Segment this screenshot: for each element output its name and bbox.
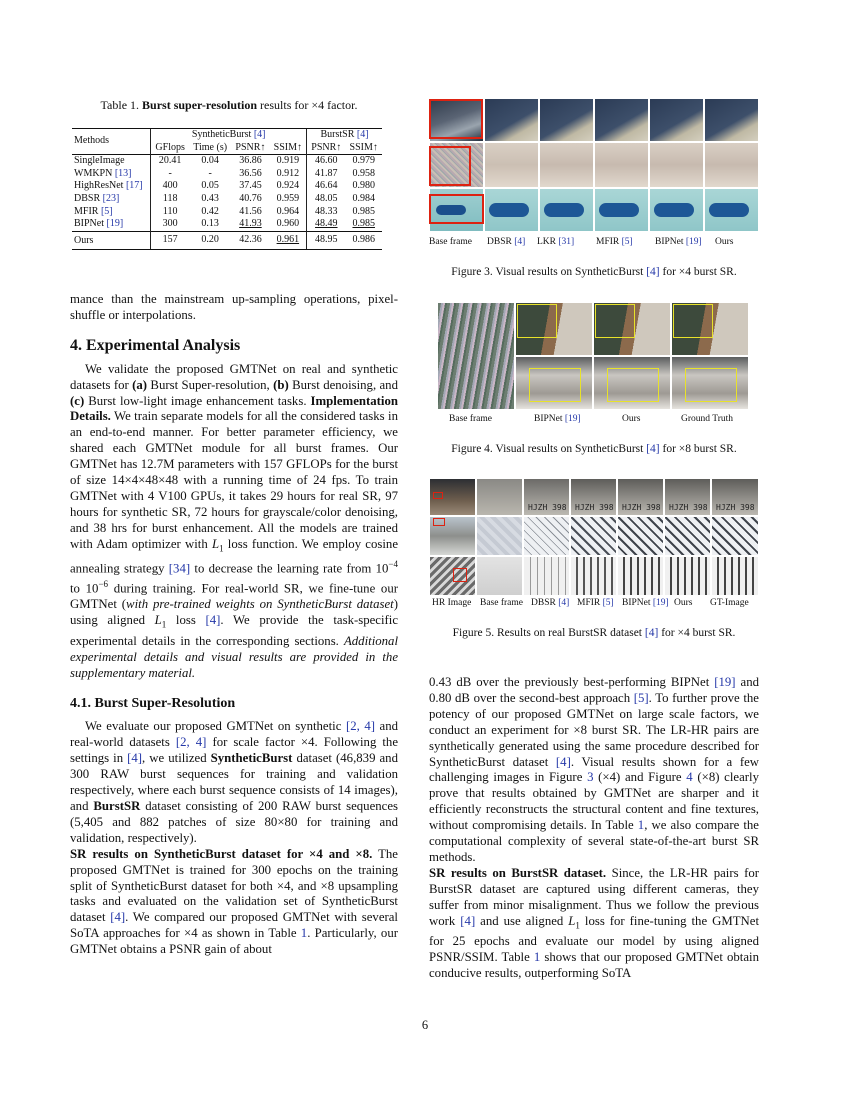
fig3-tile	[484, 188, 539, 232]
fig5-tile	[617, 556, 664, 596]
right-column	[429, 675, 759, 982]
fig3-tile	[594, 142, 649, 188]
paragraph: We evaluate our proposed GMTNet on synthetic [2, 4] and real-world datasets [2, 4] for scale factor ×4. Following the settings in [4], we utilized SyntheticBurst dataset (46,839 and 300 RAW burst sequences for training and validation respectively, where each burst sequence consists of 14 images), and BurstSR dataset consisting of 200 RAW burst sequences (5,405 and 882 patches of size 80×80 for training and validation, respectively).	[70, 719, 399, 845]
fig5-tile: HJZH 398	[523, 478, 570, 516]
methods-header: Methods	[72, 129, 151, 155]
fig4-label: BIPNet [19]	[534, 414, 581, 424]
page-number: 6	[421, 1018, 429, 1032]
fig5-tile	[570, 556, 617, 596]
figure5	[429, 478, 759, 596]
fig4-zoom-box	[529, 368, 581, 402]
fig3-tile	[484, 142, 539, 188]
subheader: SSIM↑	[349, 141, 378, 153]
fig4-zoom-box	[673, 304, 713, 338]
figure3	[429, 98, 759, 238]
fig3-tile	[594, 98, 649, 142]
fig3-tile	[704, 142, 759, 188]
fig5-tile	[711, 556, 759, 596]
fig3-label: DBSR [4]	[487, 237, 526, 247]
fig5-tile	[476, 556, 523, 596]
fig5-caption: Figure 5. Results on real BurstSR dataset [4] for ×4 burst SR.	[452, 627, 736, 639]
table-row-ours: Ours 157 0.20 42.36 0.961 48.95 0.986	[72, 231, 382, 249]
fig5-zoom-box	[433, 518, 445, 526]
fig5-tile	[664, 556, 711, 596]
fig3-tile	[594, 188, 649, 232]
fig3-tile	[704, 188, 759, 232]
paragraph: SR results on BurstSR dataset. Since, the LR-HR pairs for BurstSR dataset are captured using different cameras, they suffer from minor misalignment. Thus we follow the previous work [4] and use aligned $L_1$ loss for fine-tuning the GMTNet for 25 epochs and evaluate our model by using aligned PSNR/SSIM. Table 1 shows that our proposed GMTNet obtain conducive results, outperforming SoTA	[429, 865, 760, 980]
fig5-tile	[523, 556, 570, 596]
fig3-zoom-box	[429, 99, 483, 139]
fig5-tile	[476, 516, 523, 556]
fig5-label: HR Image	[432, 598, 472, 608]
fig3-label: Base frame	[429, 237, 472, 247]
fig4-zoom-box	[685, 368, 737, 402]
fig4-zoom-box	[595, 304, 635, 338]
fig5-label: BIPNet [19]	[622, 598, 669, 608]
fig4-zoom-box	[607, 368, 659, 402]
fig4-label: Ours	[622, 414, 641, 424]
fig3-label: MFIR [5]	[596, 237, 633, 247]
paragraph: 0.43 dB over the previously best-performing BIPNet [19] and 0.80 dB over the second-best approach [5]. To further prove the potency of our proposed GMTNet on large scale factors, we conduct an experiment for ×8 burst SR. The LR-HR pairs are synthetically generated using the same procedure described for SyntheticBurst dataset [4]. Visual results shown for a few challenging images in Figure 3 (×4) and Figure 4 (×8) clearly prove that results obtained by GMTNet are sharper and it efficiently reconstructs the structural content and fine textures, without compromising details. In Table 1, we also compare the computational complexity of several state-of-the-art burst SR methods.	[429, 675, 760, 864]
table-row: SingleImage 20.41 0.04 36.86 0.919 46.60 0.979	[72, 155, 382, 168]
fig5-label: MFIR [5]	[577, 598, 614, 608]
fig5-tile	[617, 516, 664, 556]
fig5-tile: HJZH 398	[617, 478, 664, 516]
fig3-tile	[484, 98, 539, 142]
fig4-zoom-box	[517, 304, 557, 338]
fig3-tile	[539, 142, 594, 188]
group-burstsr-header: BurstSR [4]	[307, 129, 382, 142]
fig5-label: DBSR [4]	[531, 598, 570, 608]
fig3-tile	[539, 188, 594, 232]
fig5-tile: HJZH 398	[570, 478, 617, 516]
fig5-tile	[523, 516, 570, 556]
fig4-label: Base frame	[449, 414, 492, 424]
table-row: MFIR [5] 110 0.42 41.56 0.964 48.33 0.985	[74, 205, 375, 217]
left-column	[70, 292, 398, 958]
fig5-label: Base frame	[480, 598, 523, 608]
fig5-label: Ours	[674, 598, 693, 608]
fig5-tile	[711, 516, 759, 556]
subsection-title: 4.1. Burst Super-Resolution	[70, 695, 236, 711]
subheader: PSNR↑	[307, 142, 346, 155]
fig3-caption: Figure 3. Visual results on SyntheticBurst [4] for ×4 burst SR.	[451, 266, 737, 278]
table-row: BIPNet [19] 300 0.13 41.93 0.960 48.49 0.985	[72, 218, 382, 231]
table-row: WMKPN [13] - - 36.56 0.912 41.87 0.958	[74, 167, 375, 179]
fig4-caption: Figure 4. Visual results on SyntheticBurst [4] for ×8 burst SR.	[451, 443, 737, 455]
fig3-label: LKR [31]	[537, 237, 575, 247]
fig3-tile	[704, 98, 759, 142]
subheader: Time (s)	[193, 141, 228, 153]
fig5-tile: HJZH 398	[664, 478, 711, 516]
subheader: GFlops	[151, 142, 189, 155]
fig5-tile	[476, 478, 523, 516]
fig3-label: BIPNet [19]	[655, 237, 702, 247]
fig3-zoom-box	[429, 146, 471, 186]
fig3-tile	[649, 142, 704, 188]
fig4-label: Ground Truth	[681, 414, 733, 424]
fig4-tile-base	[437, 302, 515, 410]
paragraph: We validate the proposed GMTNet on real and synthetic datasets for (a) Burst Super-resolution, (b) Burst denoising, and (c) Burst low-light image enhancement tasks. Implementation Details. We train separate models for all the considered tasks in an end-to-end manner. For better parameter efficiency, we shared each GMTNet module for all burst frames. Our GMTNet has 12.7M parameters with 157 GFLOPs for the burst of size 14×4×48×48 with a running time of 24 fps. To train GMTNet with 4 V100 GPUs, it takes 29 hours for real SR, 97 hours for synthetic SR, 72 hours for grayscale/color denoising, and 38 hrs for burst enhancement. All the models are trained with Adam optimizer with $L_1$ loss function. We employ cosine annealing strategy [34] to decrease the learning rate from $10^{-4}$ to $10^{-6}$ during training. For real-world SR, we fine-tune our GMTNet (with pre-trained weights on SyntheticBurst dataset) using aligned $L_1$ loss [4]. We provide the task-specific experimental details in the corresponding sections. Additional experimental details and visual results are provided in the supplementary material.	[70, 361, 399, 680]
fig5-tile	[570, 516, 617, 556]
group-synthetic-header: SyntheticBurst [4]	[151, 129, 307, 142]
subheader: PSNR↑	[235, 141, 266, 153]
subheader: SSIM↑	[273, 141, 303, 153]
fig5-zoom-box	[433, 492, 443, 499]
figure4	[437, 302, 753, 412]
fig5-tile: HJZH 398	[711, 478, 759, 516]
fig3-tile	[539, 98, 594, 142]
fig3-label: Ours	[715, 237, 734, 247]
fig5-zoom-box	[453, 568, 467, 582]
section-title: 4. Experimental Analysis	[70, 336, 241, 354]
table-row: HighResNet [17] 400 0.05 37.45 0.924 46.64 0.980	[74, 180, 375, 192]
paragraph: SR results on SyntheticBurst dataset for ×4 and ×8. The proposed GMTNet is trained for 300 epochs on the training split of SyntheticBurst dataset for both ×4, and ×8 upsampling tasks and evaluated on the validation set of SyntheticBurst dataset [4]. We compared our proposed GMTNet with several SoTA approaches for ×4 as shown in Table 1. Particularly, our GMTNet obtains a PSNR gain of about	[70, 846, 398, 957]
fig5-tile	[664, 516, 711, 556]
fig3-zoom-box	[429, 194, 484, 224]
paragraph: mance than the mainstream up-sampling operations, pixel-shuffle or interpolations.	[70, 292, 398, 322]
fig5-label: GT-Image	[710, 598, 749, 608]
table1-caption: Table 1. Burst super-resolution results for ×4 factor.	[100, 98, 358, 112]
table1	[72, 128, 382, 250]
fig3-tile	[649, 98, 704, 142]
table-row: DBSR [23] 118 0.43 40.76 0.959 48.05 0.984	[74, 192, 375, 204]
fig3-tile	[649, 188, 704, 232]
